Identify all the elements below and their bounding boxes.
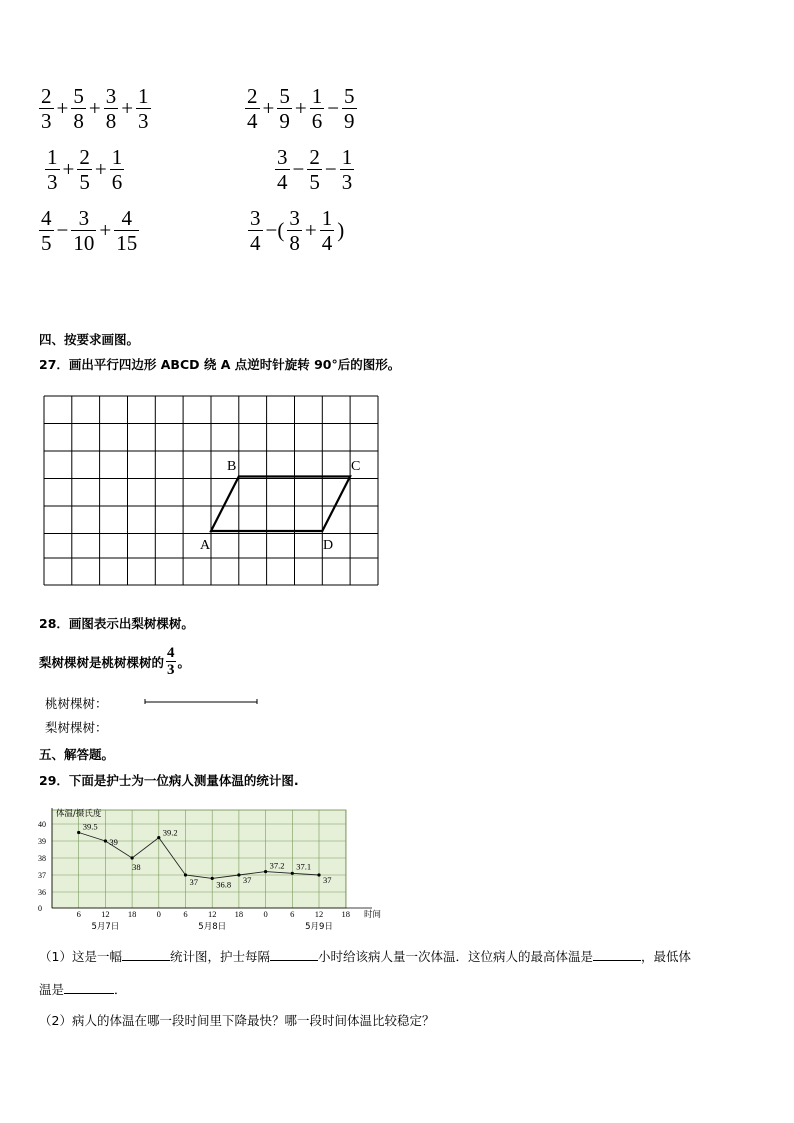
fraction [277,84,292,133]
operator: − [327,96,340,120]
denominator: 3 [41,109,52,133]
vertex-label-a: A [200,538,211,553]
numerator: 1 [341,145,353,169]
date-label: 5月8日 [198,922,227,932]
pear-tree-label: 梨树棵树： [45,720,108,735]
operator: + [262,96,275,120]
numerator: 3 [289,206,300,230]
data-label: 37 [323,875,332,885]
data-point [264,870,267,873]
numerator: 1 [311,84,323,108]
denominator: 8 [105,109,117,133]
x-tick-label: 6 [290,909,295,919]
numerator: 2 [79,145,90,169]
numerator: 2 [41,84,52,108]
y-tick-label: 39 [38,837,46,846]
fraction [39,206,54,255]
denominator: 10 [73,231,95,255]
denominator: 6 [111,170,123,194]
y-tick-label: 40 [38,820,46,829]
fraction [45,145,60,194]
part1-text-d: ，最低体 [641,949,692,964]
fraction-denominator: 3 [167,662,175,678]
denominator: 4 [250,231,261,255]
parallelogram-abcd [211,477,350,532]
denominator: 9 [344,109,355,133]
expression-6 [247,206,346,255]
denominator: 3 [138,109,149,133]
fraction [104,84,119,133]
numerator: 3 [277,145,288,169]
data-point [317,873,320,876]
fraction [307,145,322,194]
section-heading-5: 五、解答题。 [39,747,115,762]
fraction [320,206,335,255]
date-label: 5月9日 [305,922,333,932]
data-label: 37 [189,877,198,887]
denominator: 8 [289,231,300,255]
denominator: 4 [247,109,258,133]
y-tick-label: 0 [38,904,42,913]
operator: + [62,157,75,181]
question-27: 27．画出平行四边形 ABCD 绕 A 点逆时针旋转 90°后的图形。 [39,357,401,372]
fraction [114,206,139,255]
fraction [71,206,96,255]
numerator: 5 [279,84,290,108]
x-tick-label: 12 [314,909,324,919]
operator: −( [265,218,285,242]
condition-end: 。 [177,654,191,670]
x-tick-label: 18 [234,909,244,919]
numerator: 1 [47,145,58,169]
part1-text-c: 小时给该病人量一次体温．这位病人的最高体温是 [317,949,593,964]
expression-3 [44,145,125,194]
denominator: 6 [311,109,323,133]
peach-tree-bar [143,698,261,708]
x-tick-label: 0 [263,909,268,919]
denominator: 3 [47,170,58,194]
numerator: 2 [247,84,258,108]
data-label: 39.2 [162,827,178,838]
x-tick-label: 6 [183,909,188,919]
data-point [211,877,214,880]
x-tick-label: 18 [127,909,137,919]
denominator: 8 [73,109,84,133]
fraction [287,206,302,255]
y-tick-label: 37 [38,871,46,880]
numerator: 1 [138,84,149,108]
operator: + [56,96,69,120]
data-label: 38 [132,862,141,872]
denominator: 4 [321,231,333,255]
x-tick-label: 6 [76,909,81,919]
fraction [245,84,260,133]
numerator: 2 [309,145,320,169]
numerator: 5 [344,84,355,108]
question-29-part-2: （2）病人的体温在哪一段时间里下降最快？哪一段时间体温比较稳定？ [39,1013,435,1028]
expression-4 [274,145,355,194]
data-point [184,873,187,876]
denominator: 5 [309,170,320,194]
date-label: 5月7日 [91,922,120,932]
data-point [77,831,80,834]
x-tick-label: 18 [341,909,350,919]
operator: + [88,96,101,120]
denominator: 3 [341,170,353,194]
numerator: 1 [321,206,333,230]
question-29: 29．下面是护士为一位病人测量体温的统计图. [39,773,299,788]
operator: − [292,157,305,181]
data-label: 39.5 [82,821,98,832]
condition-text: 梨树棵树是桃树棵树的 [39,654,165,670]
fraction [340,145,355,194]
operator: + [294,96,307,120]
temperature-line-chart [34,804,394,934]
question-28-condition [39,645,190,678]
fraction [275,145,290,194]
numerator: 3 [250,206,261,230]
denominator: 9 [279,109,290,133]
denominator: 5 [79,170,90,194]
fraction [310,84,325,133]
section-heading-4: 四、按要求画图。 [39,332,140,347]
answer-blank-min-temp[interactable] [64,981,114,994]
x-tick-label: 12 [207,909,217,919]
operator: + [99,218,112,242]
fraction [136,84,151,133]
question-29-part-1-cont [39,980,127,998]
data-label: 39 [109,837,118,847]
numerator: 3 [105,84,117,108]
rotation-grid [40,392,385,592]
vertex-label-b: B [227,459,237,474]
peach-tree-label: 桃树棵树： [45,696,108,711]
fraction [39,84,54,133]
fraction [110,145,125,194]
part1-text-f: ． [114,982,127,997]
fraction [248,206,263,255]
numerator: 1 [111,145,123,169]
fraction [342,84,357,133]
data-point [157,836,160,839]
expression-5 [38,206,140,255]
y-tick-label: 36 [38,888,46,897]
data-label: 36.8 [216,879,232,890]
question-29-part-1 [39,947,691,965]
y-tick-label: 38 [38,854,46,863]
expression-2 [244,84,358,133]
x-tick-label: 12 [101,909,110,919]
fraction [77,145,92,194]
numerator: 3 [78,206,90,230]
answer-blank-max-temp[interactable] [593,948,641,961]
data-label: 37 [242,875,252,885]
answer-blank-chart-type[interactable] [122,948,170,961]
numerator: 4 [121,206,132,230]
data-label: 37.2 [269,860,285,871]
expression-1 [38,84,152,133]
operator: − [324,157,337,181]
data-label: 37.1 [296,861,312,872]
denominator: 15 [116,231,138,255]
fraction-numerator: 4 [167,645,175,661]
vertex-label-d: D [323,538,334,553]
operator: + [94,157,107,181]
data-point [104,839,107,842]
x-axis-title: 时间 [364,910,382,920]
numerator: 5 [73,84,84,108]
answer-blank-interval[interactable] [270,948,318,961]
operator: + [304,218,317,242]
y-axis-title: 体温/摄氏度 [56,809,102,819]
part1-text-e: 温是 [39,982,65,997]
x-tick-label: 0 [156,909,161,919]
operator: − [56,218,69,242]
data-point [291,872,294,875]
operator: ) [337,218,345,242]
data-point [237,873,240,876]
data-point [131,856,134,859]
denominator: 4 [277,170,288,194]
part1-text-a: （1）这是一幅 [39,949,122,964]
fraction [71,84,86,133]
question-28: 28．画图表示出梨树棵树。 [39,616,194,631]
ratio-fraction [166,645,176,678]
part1-text-b: 统计图，护士每隔 [169,949,270,964]
numerator: 4 [41,206,52,230]
vertex-label-c: C [351,459,361,474]
operator: + [121,96,134,120]
denominator: 5 [41,231,52,255]
